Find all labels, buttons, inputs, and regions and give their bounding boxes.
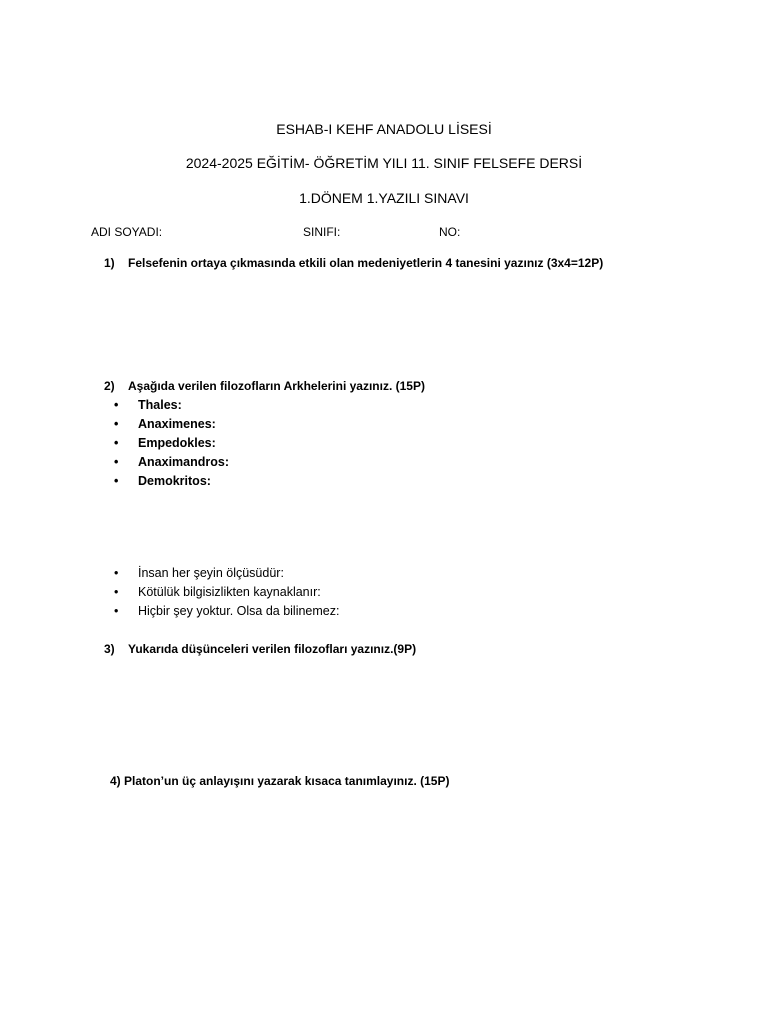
list-item xyxy=(114,455,414,471)
list-item xyxy=(114,474,414,490)
exam-title: 1.DÖNEM 1.YAZILI SINAVI xyxy=(299,190,469,206)
philosopher-thales: Thales: xyxy=(138,398,182,412)
quote-1: İnsan her şeyin ölçüsüdür: xyxy=(138,566,284,580)
bullet-icon: • xyxy=(114,417,119,431)
question-4: 4) Platon’un üç anlayışını yazarak kısaca tanımlayınız. (15P) xyxy=(110,774,450,788)
philosopher-anaximenes: Anaximenes: xyxy=(138,417,216,431)
bullet-icon: • xyxy=(114,566,119,580)
list-item xyxy=(114,585,514,601)
bullet-icon: • xyxy=(114,585,119,599)
question-1 xyxy=(104,256,603,270)
list-item xyxy=(114,604,514,620)
question-2-text: Aşağıda verilen filozofların Arkhelerini yazınız. (15P) xyxy=(128,379,425,393)
quote-2: Kötülük bilgisizlikten kaynaklanır: xyxy=(138,585,321,599)
question-2-number: 2) xyxy=(104,379,115,393)
question-1-number: 1) xyxy=(104,256,115,270)
question-3 xyxy=(104,642,416,656)
quote-3: Hiçbir şey yoktur. Olsa da bilinemez: xyxy=(138,604,340,618)
philosopher-demokritos: Demokritos: xyxy=(138,474,211,488)
philosopher-empedokles: Empedokles: xyxy=(138,436,216,450)
bullet-icon: • xyxy=(114,455,119,469)
name-label: ADI SOYADI: xyxy=(91,225,163,239)
bullet-icon: • xyxy=(114,604,119,618)
list-item xyxy=(114,417,414,433)
question-1-text: Felsefenin ortaya çıkmasında etkili olan medeniyetlerin 4 tanesini yazınız (3x4=12P) xyxy=(128,256,604,270)
class-label: SINIFI: xyxy=(303,225,341,239)
list-item xyxy=(114,566,514,582)
course-title: 2024-2025 EĞİTİM- ÖĞRETİM YILI 11. SINIF FELSEFE DERSİ xyxy=(185,155,583,171)
bullet-icon: • xyxy=(114,436,119,450)
question-2 xyxy=(104,379,425,393)
question-3-number: 3) xyxy=(104,642,115,656)
list-item xyxy=(114,436,414,452)
philosopher-anaximandros: Anaximandros: xyxy=(138,455,229,469)
number-label: NO: xyxy=(439,225,461,239)
question-3-text: Yukarıda düşünceleri verilen filozofları yazınız.(9P) xyxy=(128,642,417,656)
bullet-icon: • xyxy=(114,474,119,488)
list-item xyxy=(114,398,414,414)
bullet-icon: • xyxy=(114,398,119,412)
school-name: ESHAB-I KEHF ANADOLU LİSESİ xyxy=(276,121,492,137)
